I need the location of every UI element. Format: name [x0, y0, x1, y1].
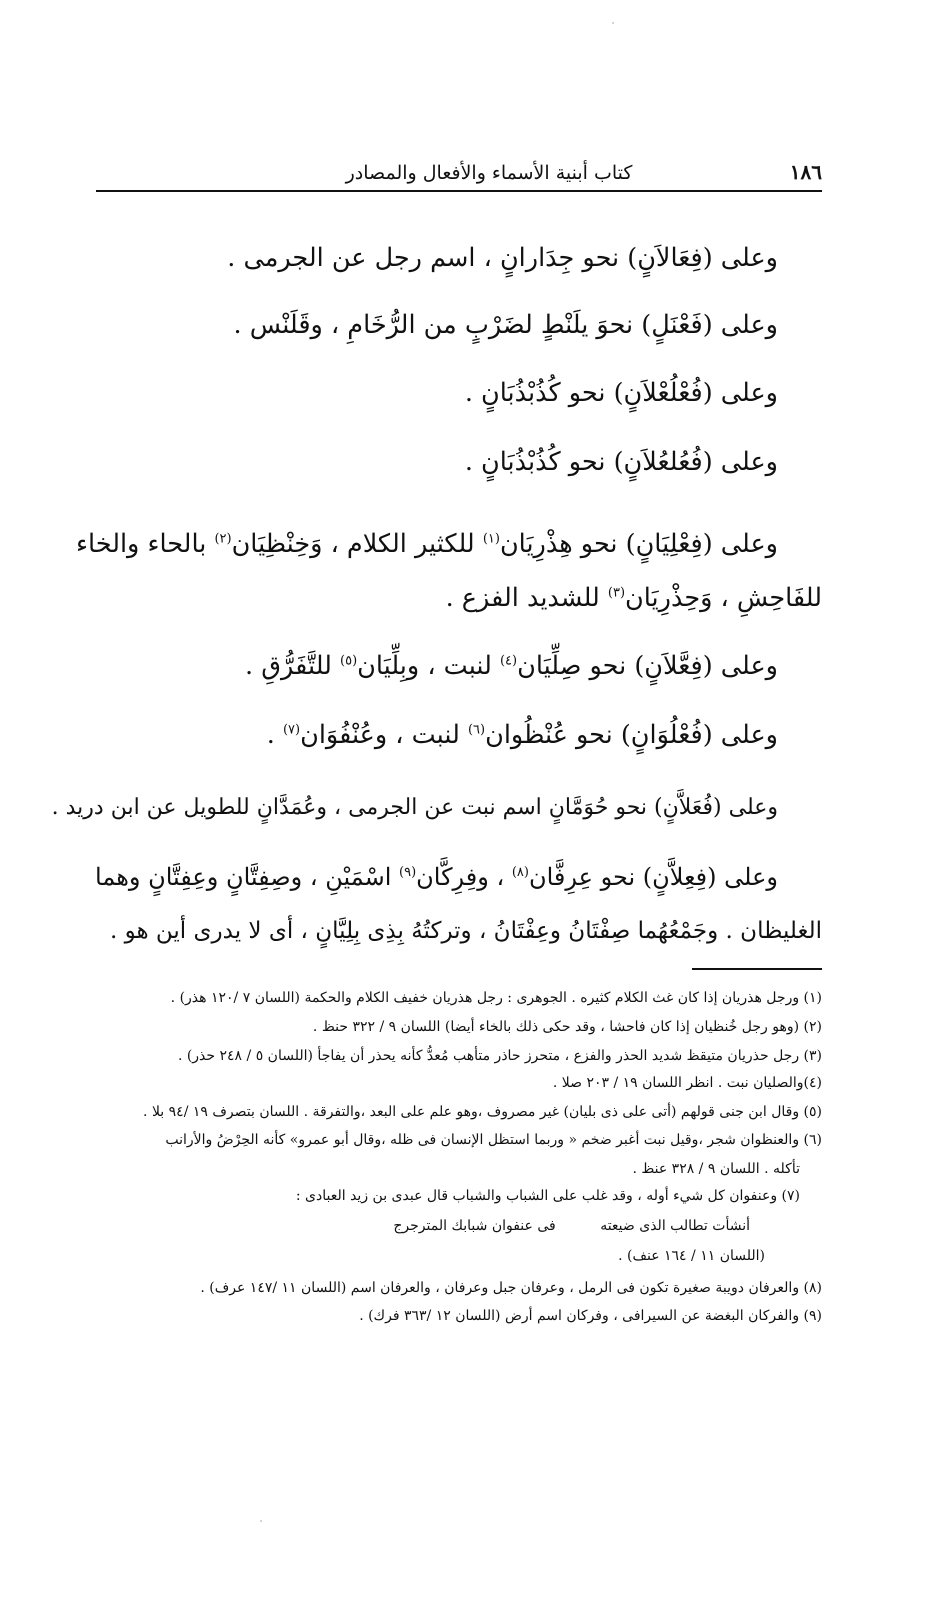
text-line: وعلى (فِعَالاَنٍ) نحو جِدَارانٍ ، اسم رجل عن الجرمى . [227, 243, 778, 273]
header-rule [96, 190, 822, 192]
running-title: كتاب أبنية الأسماء والأفعال والمصادر [345, 162, 633, 184]
footnote-ref: (١) [482, 531, 500, 547]
text-line: وعلى (فُعَلاَّنٍ) نحو حُوَمَّانٍ اسم نبت عن الجرمى ، وعُمَدَّانٍ للطويل عن ابن دريد . [51, 795, 778, 820]
text-line: وعلى (فِعْلِيَانٍ) نحو هِذْرِيَان$^{(١)}$ للكثير الكلام ، وَخِنْظِيَان$^{(٢)}$ بالحاء والخاء [75, 529, 778, 559]
text-line: للفَاحِشِ ، وَحِذْرِيَان$^{(٣)}$ للشديد الفزع . [445, 583, 822, 613]
text-line: وعلى (فُعْلُوَانٍ) نحو عُنْظُوان$^{(٦)}$ لنبت ، وعُنْفُوَان$^{(٧)}$ . [266, 720, 778, 750]
footnote-ref: (٥) [340, 653, 358, 669]
footnote-ref: (٦) [467, 722, 486, 738]
footnote: (٨) والعرفان دويبة صغيرة تكون فى الرمل ، وعرفان جبل وعرفان ، والعرفان اسم (اللسان ١١ /١٤٧ عرف) . [200, 1280, 822, 1296]
text-line: وعلى (فِعِلاَّنٍ) نحو عِرِفَّان$^{(٨)}$ ، وفِرِكَّان$^{(٩)}$ اسْمَيْنِ ، وصِفِتَّانٍ وعِفِتَّانٍ وهما [95, 863, 778, 891]
scan-speck [612, 22, 614, 24]
footnote: (٤)والصليان نبت . انظر اللسان ١٩ / ٢٠٣ صلا . [552, 1075, 822, 1091]
footnote: (٥) وقال ابن جنى قولهم (أتى على ذى بليان) غير مصروف ،وهو علم على البعد ،والتفرقة . اللسان بتصرف ١٩ /٩٤ بلا . [143, 1104, 822, 1120]
footnote: (١) ورجل هذريان إذا كان غث الكلام كثيره . الجوهرى : رجل هذريان خفيف الكلام والحكمة (اللسان ٧ /١٢٠ هذر) . [170, 990, 822, 1006]
footnote: (٧) وعنفوان كل شيء أوله ، وقد غلب على الشباب والشباب قال عبدى بن زيد العبادى : [295, 1188, 800, 1204]
text-line: وعلى (فُعْلُعْلاَنٍ) نحو كُذُبْذُبَانٍ . [464, 378, 778, 408]
poetry-verse: أنشأت تطالب الذى ضيعته فى عنفوان شبابك المترجرج [393, 1218, 750, 1234]
footnote-continuation: (اللسان ١١ / ١٦٤ عنف) . [618, 1248, 765, 1264]
footnote: (٣) رجل حذريان متيقظ شديد الحذر والفزع ، متحرز حاذر متأهب مُعدُّ كأنه يحذر أن يفاجأ (اللسان ٥ / ٢٤٨ حذر) . [177, 1048, 822, 1064]
footnote: (٩) والفركان البغضة عن السيرافى ، وفركان اسم أرض (اللسان ١٢ /٣٦٣ فرك) . [359, 1308, 822, 1324]
text-line: وعلى (فِعَّلاَنٍ) نحو صِلِّيَان$^{(٤)}$ لنبت ، وبِلِّيَان$^{(٥)}$ للتَّفَرُّقِ . [245, 651, 778, 681]
footnote-rule [692, 968, 822, 970]
footnote-ref: (٢) [214, 531, 232, 547]
text-line: وعلى (فُعُلعُلاَنٍ) نحو كُذُبْذُبَانٍ . [464, 447, 778, 477]
scan-speck [260, 1520, 262, 1522]
page-header [96, 160, 822, 190]
footnote-continuation: تأكله . اللسان ٩ / ٣٢٨ عنظ . [632, 1161, 800, 1177]
footnote: (٢) (وهو رجل خُنظيان إذا كان فاحشا ، وقد حكى ذلك بالخاء أيضا) اللسان ٩ / ٣٢٢ حنظ . [312, 1019, 822, 1035]
footnote-ref: (٩) [399, 865, 417, 880]
footnote-ref: (٣) [607, 585, 626, 601]
footnote-ref: (٧) [282, 722, 301, 738]
footnote-ref: (٤) [499, 653, 518, 669]
footnote: (٦) والعنظوان شجر ،وقيل نبت أغبر ضخم « وربما استظل الإنسان فى ظله ،وقال أبو عمرو» كأنه الحِرْضُ والأرانب [165, 1132, 822, 1148]
text-line: وعلى (فَعْنَلٍ) نحوَ يلَنْطٍ لضَرْبٍ من الرُّخَامِ ، وقَلَنْس . [233, 310, 778, 340]
footnote-ref: (٨) [511, 865, 529, 880]
page-number: ١٨٦ [789, 160, 822, 184]
text-line: الغليظان . وجَمْعُهُما صِفْتَانُ وعِفْتَانُ ، وتركتُهُ بِذِى بِلِيَّانٍ ، أى لا يدرى أين هو . [109, 918, 822, 944]
